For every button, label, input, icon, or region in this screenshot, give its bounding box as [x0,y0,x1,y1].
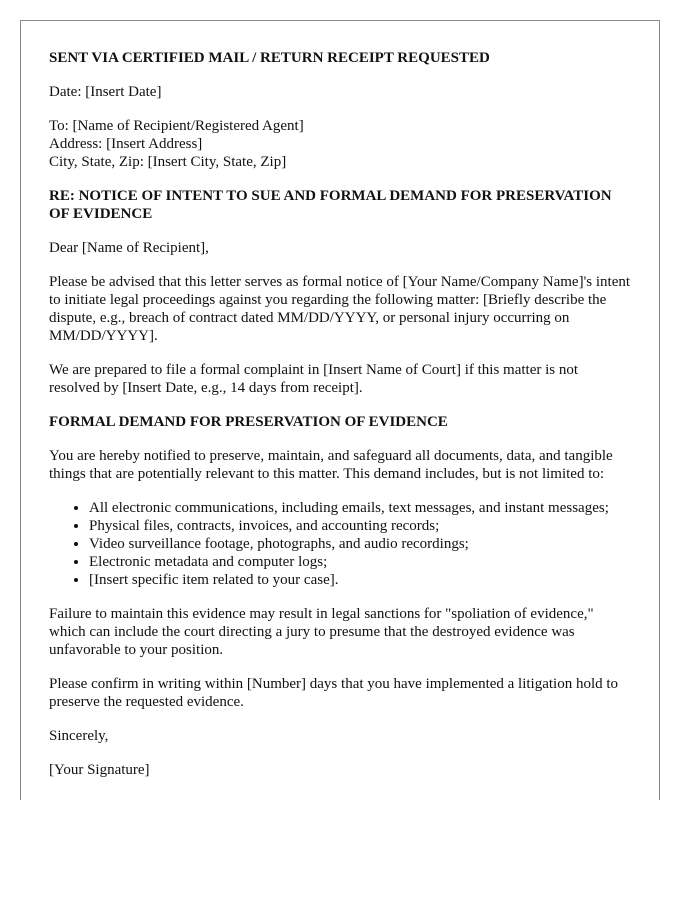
closing: Sincerely, [49,728,109,744]
subject-line: RE: NOTICE OF INTENT TO SUE AND FORMAL DEMAND FOR PRESERVATION OF EVIDENCE [49,188,612,222]
recipient-block [49,117,631,171]
letter-body [49,49,631,795]
evidence-list [49,499,631,589]
preservation-intro-paragraph: You are hereby notified to preserve, maintain, and safeguard all documents, data, and tangible things that are potentially relevant to this matter. This demand includes, but is not limited to: [49,448,613,482]
recipient-to: To: [Name of Recipient/Registered Agent] [49,118,304,134]
list-item: • Physical files, contracts, invoices, and accounting records; [89,517,631,535]
spoliation-paragraph: Failure to maintain this evidence may result in legal sanctions for "spoliation of evidence," which can include the court directing a jury to presume that the destroyed evidence was unfavorable to your position. [49,606,594,658]
recipient-city-state-zip: City, State, Zip: [Insert City, State, Zip] [49,154,287,170]
delivery-notice: SENT VIA CERTIFIED MAIL / RETURN RECEIPT REQUESTED [49,50,490,66]
intent-paragraph: Please be advised that this letter serves as formal notice of [Your Name/Company Name]'s intent to initiate legal proceedings against you regarding the following matter: [Briefly describe the dispute, e.g., breach of contract dated MM/DD/YYYY, or personal injury occurring on MM/DD/YYYY]. [49,274,631,344]
list-item: • Electronic metadata and computer logs; [89,553,631,571]
date-line: Date: [Insert Date] [49,84,162,100]
list-item: • All electronic communications, including emails, text messages, and instant messages; [89,499,631,517]
preservation-heading: FORMAL DEMAND FOR PRESERVATION OF EVIDENCE [49,414,448,430]
letter-page [20,20,660,800]
recipient-address: Address: [Insert Address] [49,136,203,152]
confirm-paragraph: Please confirm in writing within [Number] days that you have implemented a litigation hold to preserve the requested evidence. [49,676,619,710]
complaint-paragraph: We are prepared to file a formal complaint in [Insert Name of Court] if this matter is not resolved by [Insert Date, e.g., 14 days from receipt]. [49,362,579,396]
salutation: Dear [Name of Recipient], [49,240,209,256]
signature-placeholder: [Your Signature] [49,762,150,778]
list-item: • [Insert specific item related to your case]. [89,571,631,589]
list-item: • Video surveillance footage, photographs, and audio recordings; [89,535,631,553]
